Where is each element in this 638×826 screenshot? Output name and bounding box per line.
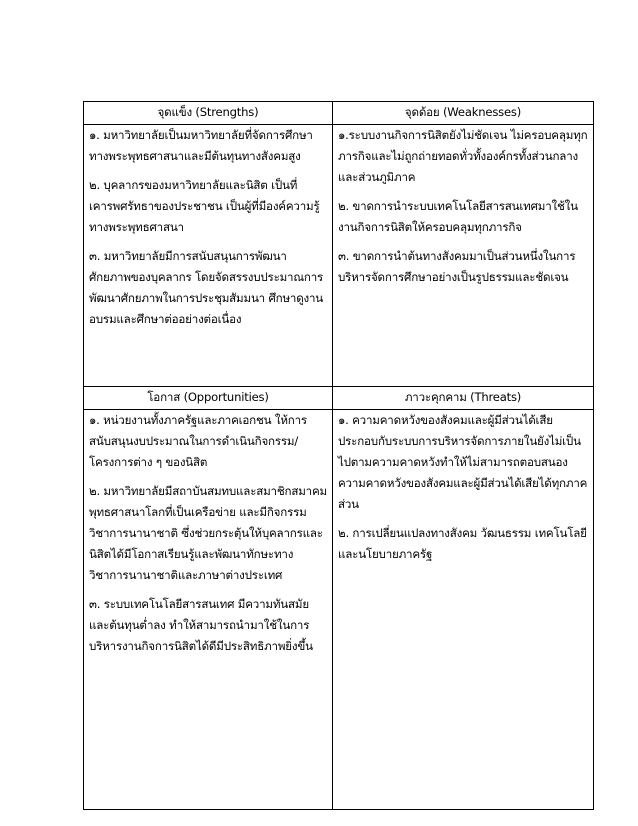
opportunities-header: โอกาส (Opportunities): [84, 387, 333, 410]
weaknesses-item-2: ๒. ขาดการนำระบบเทคโนโลยีสารสนเทศมาใช้ในงานกิจการนิสิตให้ครอบคลุมทุกภารกิจ: [338, 199, 578, 234]
weaknesses-cell: [333, 125, 594, 387]
threats-item-2: ๒. การเปลี่ยนแปลงทางสังคม วัฒนธรรม เทคโนโลยีและนโยบายภาครัฐ: [338, 526, 587, 561]
opportunities-item-2: ๒. มหาวิทยาลัยมีสถาบันสมทบและสมาชิกสมาคมพุทธศาสนาโลกที่เป็นเครือข่าย และมีกิจกรรมวิชาการนานาชาติ ซึ่งช่วยกระตุ้นให้บุคลากรและนิสิตได้มีโอกาสเรียนรู้และพัฒนาทักษะทางวิชาการนานาชาติและภาษาต่างประเทศ: [89, 484, 327, 582]
weaknesses-item-1: ๑.ระบบงานกิจการนิสิตยังไม่ชัดเจน ไม่ครอบคลุมทุกภารกิจและไม่ถูกถ่ายทอดทั่วทั้งองค์กรทั้งส่วนกลางและส่วนภูมิภาค: [338, 128, 588, 184]
strengths-header: จุดแข็ง (Strengths): [84, 102, 333, 125]
weaknesses-item-3: ๓. ขาดการนำต้นทางสังคมมาเป็นส่วนหนึ่งในการบริหารจัดการศึกษาอย่างเป็นรูปธรรมและชัดเจน: [338, 249, 576, 284]
opportunities-cell: [84, 410, 333, 810]
opportunities-item-1: ๑. หน่วยงานทั้งภาครัฐและภาคเอกชน ให้การสนับสนุนงบประมาณในการดำเนินกิจกรรม/โครงการต่าง ๆ ของนิสิต: [89, 413, 307, 469]
strengths-item-2: ๒. บุคลากรของมหาวิทยาลัยและนิสิต เป็นที่เคารพศรัทธาของประชาชน เป็นผู้ที่มีองค์ความรู้ทางพระพุทธศาสนา: [89, 178, 320, 234]
strengths-cell: [84, 125, 333, 387]
table-row-header-2: [84, 387, 594, 410]
strengths-item-1: ๑. มหาวิทยาลัยเป็นมหาวิทยาลัยที่จัดการศึกษาทางพระพุทธศาสนาและมีต้นทุนทางสังคมสูง: [89, 128, 313, 163]
table-row-body-1: [84, 125, 594, 387]
opportunities-item-3: ๓. ระบบเทคโนโลยีสารสนเทศ มีความทันสมัยและต้นทุนต่ำลง ทำให้สามารถนำมาใช้ในการบริหารงานกิจการนิสิตได้ดีมีประสิทธิภาพยิ่งขึ้น: [89, 597, 313, 653]
table-row-header-1: [84, 102, 594, 125]
threats-item-1: ๑. ความคาดหวังของสังคมและผู้มีส่วนได้เสียประกอบกับระบบการบริหารจัดการภายในยังไม่เป็นไปตามความคาดหวังทำให้ไม่สามารถตอบสนองความคาดหวังของสังคมและผู้มีส่วนได้เสียได้ทุกภาคส่วน: [338, 413, 588, 511]
table-row-body-2: [84, 410, 594, 810]
strengths-item-3: ๓. มหาวิทยาลัยมีการสนับสนุนการพัฒนาศักยภาพของบุคลากร โดยจัดสรรงบประมาณการพัฒนาศักยภาพในการประชุมสัมมนา ศึกษาดูงาน อบรมและศึกษาต่ออย่างต่อเนื่อง: [89, 249, 324, 326]
weaknesses-header: จุดด้อย (Weaknesses): [333, 102, 594, 125]
swot-table: [83, 101, 594, 810]
threats-header: ภาวะคุกคาม (Threats): [333, 387, 594, 410]
threats-cell: [333, 410, 594, 810]
